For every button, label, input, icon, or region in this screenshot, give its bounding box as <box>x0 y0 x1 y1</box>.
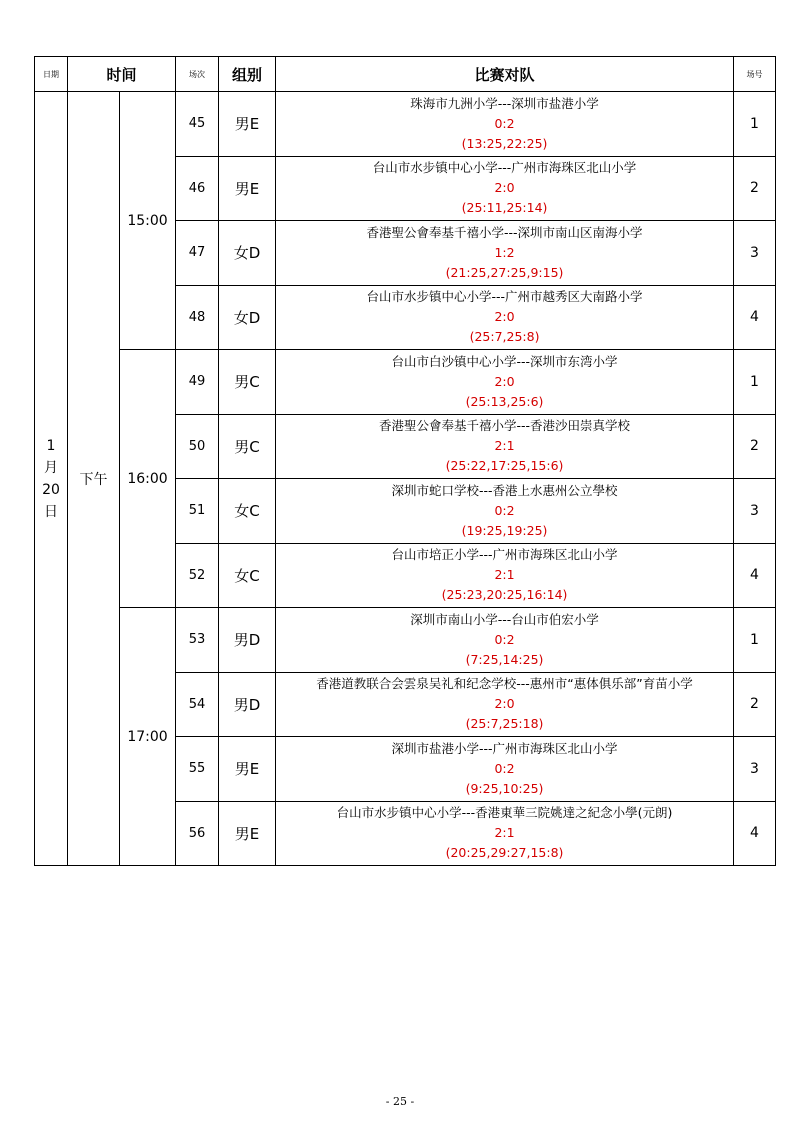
match-set-scores: (19:25,19:25) <box>461 522 548 538</box>
match-group: 女D <box>219 221 276 286</box>
match-group: 男D <box>219 672 276 737</box>
court-number: 1 <box>734 350 776 415</box>
match-number: 49 <box>176 350 219 415</box>
court-number: 2 <box>734 414 776 479</box>
match-set-scores: (9:25,10:25) <box>465 780 544 796</box>
match-score: 2:1 <box>494 438 515 454</box>
match-score: 2:1 <box>494 567 515 583</box>
match-group: 男C <box>219 350 276 415</box>
court-number: 4 <box>734 801 776 866</box>
table-row <box>35 350 776 415</box>
match-score: 1:2 <box>494 244 515 260</box>
header-match-no: 场次 <box>176 57 219 92</box>
match-group: 男E <box>219 92 276 157</box>
court-number: 4 <box>734 285 776 350</box>
match-cell <box>276 221 734 286</box>
match-score: 0:2 <box>494 631 515 647</box>
court-number: 1 <box>734 608 776 673</box>
match-score: 2:0 <box>494 309 515 325</box>
match-group: 女C <box>219 479 276 544</box>
header-group: 组别 <box>219 57 276 92</box>
date-part: 日 <box>44 503 58 520</box>
match-score: 2:0 <box>494 180 515 196</box>
match-number: 47 <box>176 221 219 286</box>
match-score: 2:1 <box>494 825 515 841</box>
match-teams: 香港聖公會奉基千禧小学---香港沙田崇真学校 <box>378 418 631 434</box>
match-score: 0:2 <box>494 760 515 776</box>
match-cell <box>276 801 734 866</box>
court-number: 2 <box>734 672 776 737</box>
time-slot-cell: 16:00 <box>120 350 176 608</box>
match-set-scores: (21:25,27:25,9:15) <box>445 264 564 280</box>
match-set-scores: (20:25,29:27,15:8) <box>445 845 564 861</box>
match-set-scores: (25:23,20:25,16:14) <box>441 587 568 603</box>
match-teams: 香港聖公會奉基千禧小学---深圳市南山区南海小学 <box>366 224 643 240</box>
match-cell <box>276 737 734 802</box>
match-number: 46 <box>176 156 219 221</box>
match-number: 48 <box>176 285 219 350</box>
date-part: 20 <box>42 481 60 498</box>
match-group: 女C <box>219 543 276 608</box>
match-cell <box>276 414 734 479</box>
match-cell <box>276 608 734 673</box>
match-number: 52 <box>176 543 219 608</box>
match-number: 51 <box>176 479 219 544</box>
court-number: 1 <box>734 92 776 157</box>
match-teams: 香港道教联合会雲泉吴礼和纪念学校---惠州市“惠体俱乐部”育苗小学 <box>316 676 693 692</box>
header-time: 时间 <box>68 57 176 92</box>
match-group: 男E <box>219 737 276 802</box>
match-number: 45 <box>176 92 219 157</box>
match-number: 50 <box>176 414 219 479</box>
match-teams: 珠海市九洲小学---深圳市盐港小学 <box>410 95 599 111</box>
match-score: 0:2 <box>494 502 515 518</box>
court-number: 3 <box>734 737 776 802</box>
match-teams: 深圳市蛇口学校---香港上水惠州公立學校 <box>391 482 618 498</box>
match-group: 男D <box>219 608 276 673</box>
match-cell <box>276 92 734 157</box>
table-row <box>35 608 776 673</box>
match-schedule-table <box>34 56 776 866</box>
match-number: 55 <box>176 737 219 802</box>
match-teams: 深圳市盐港小学---广州市海珠区北山小学 <box>391 740 618 756</box>
period-cell: 下午 <box>68 92 120 866</box>
court-number: 3 <box>734 221 776 286</box>
court-number: 2 <box>734 156 776 221</box>
match-cell <box>276 156 734 221</box>
match-cell <box>276 285 734 350</box>
time-slot-cell: 15:00 <box>120 92 176 350</box>
match-teams: 台山市培正小学---广州市海珠区北山小学 <box>391 547 618 563</box>
court-number: 4 <box>734 543 776 608</box>
match-cell <box>276 350 734 415</box>
match-score: 2:0 <box>494 373 515 389</box>
header-date: 日期 <box>35 57 68 92</box>
table-row <box>35 92 776 157</box>
match-score: 2:0 <box>494 696 515 712</box>
match-number: 53 <box>176 608 219 673</box>
match-teams: 深圳市南山小学---台山市伯宏小学 <box>410 611 599 627</box>
court-number: 3 <box>734 479 776 544</box>
match-set-scores: (25:7,25:8) <box>469 329 540 345</box>
match-group: 男E <box>219 156 276 221</box>
header-teams: 比赛对队 <box>276 57 734 92</box>
match-set-scores: (13:25,22:25) <box>461 135 548 151</box>
date-part: 1 <box>46 437 56 454</box>
match-teams: 台山市水步镇中心小学---广州市海珠区北山小学 <box>372 160 637 176</box>
time-slot-cell: 17:00 <box>120 608 176 866</box>
page-number: - 25 - <box>385 1095 415 1108</box>
match-score: 0:2 <box>494 115 515 131</box>
match-group: 男E <box>219 801 276 866</box>
match-set-scores: (25:13,25:6) <box>465 393 544 409</box>
match-set-scores: (25:11,25:14) <box>461 200 548 216</box>
match-number: 56 <box>176 801 219 866</box>
match-set-scores: (25:22,17:25,15:6) <box>445 458 564 474</box>
match-set-scores: (7:25,14:25) <box>465 651 544 667</box>
match-teams: 台山市水步镇中心小学---广州市越秀区大南路小学 <box>366 289 643 305</box>
match-set-scores: (25:7,25:18) <box>465 716 544 732</box>
match-group: 女D <box>219 285 276 350</box>
date-cell <box>35 92 68 866</box>
match-teams: 台山市水步镇中心小学---香港東華三院姚達之紀念小學(元朗) <box>336 805 673 821</box>
match-number: 54 <box>176 672 219 737</box>
match-cell <box>276 672 734 737</box>
match-cell <box>276 479 734 544</box>
match-cell <box>276 543 734 608</box>
header-row <box>35 57 776 92</box>
header-court: 场号 <box>734 57 776 92</box>
match-teams: 台山市白沙镇中心小学---深圳市东湾小学 <box>391 353 618 369</box>
match-group: 男C <box>219 414 276 479</box>
date-part: 月 <box>44 459 58 476</box>
